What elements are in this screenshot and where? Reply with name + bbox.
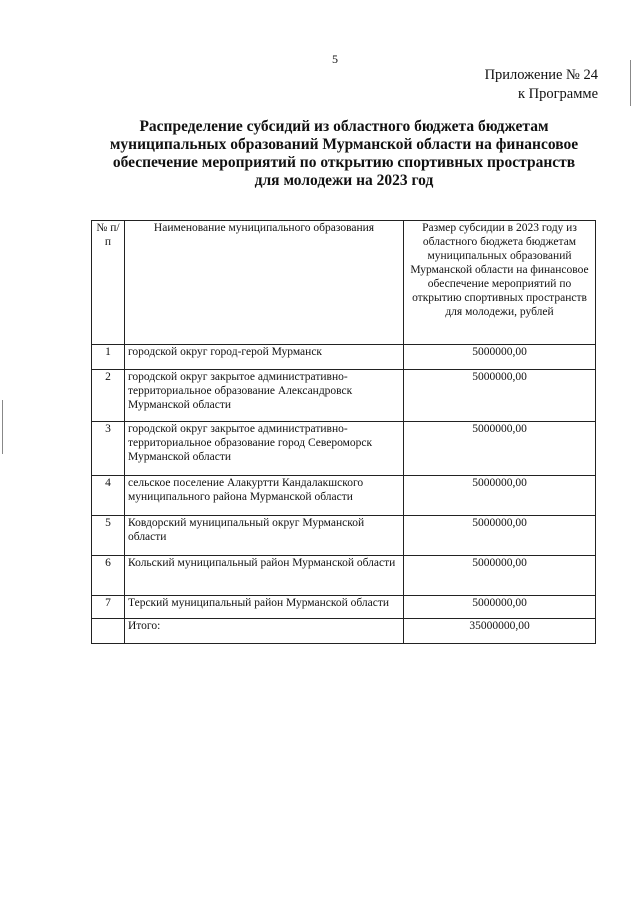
page-number: 5 [332,52,338,66]
row-number: 5 [92,516,125,556]
table-row [92,516,596,556]
scan-edge-mark [2,400,3,454]
row-number: 2 [92,370,125,422]
row-amount: 5000000,00 [404,370,596,422]
appendix-line-2: к Программе [517,86,598,102]
appendix-reference [485,66,598,104]
row-number: 6 [92,556,125,596]
row-amount: 5000000,00 [404,476,596,516]
document-title: Распределение субсидий из областного бюджета бюджетам муниципальных образований Мурманской области на финансовое обеспечение мероприятий по открытию спортивных пространств для молодежи на 2023 год [109,118,579,189]
table-row [92,345,596,370]
total-number-cell [92,619,125,644]
total-label: Итого: [125,619,404,644]
row-municipality: сельское поселение Алакуртти Кандалакшского муниципального района Мурманской области [125,476,404,516]
header-municipality: Наименование муниципального образования [125,221,404,345]
row-amount: 5000000,00 [404,516,596,556]
row-municipality: городской округ город-герой Мурманск [125,345,404,370]
row-number: 7 [92,596,125,619]
table-row [92,556,596,596]
appendix-line-1: Приложение № 24 [484,67,598,83]
row-amount: 5000000,00 [404,556,596,596]
row-amount: 5000000,00 [404,422,596,476]
row-amount: 5000000,00 [404,596,596,619]
header-subsidy-amount: Размер субсидии в 2023 году из областного бюджета бюджетам муниципальных образований Мурманской области на финансовое обеспечение мероприятий по открытию спортивных пространств для молодежи, рублей [404,221,596,345]
row-amount: 5000000,00 [404,345,596,370]
table-header-row [92,221,596,345]
row-municipality: Ковдорский муниципальный округ Мурманской области [125,516,404,556]
table-row [92,596,596,619]
table-total-row [92,619,596,644]
table-row [92,370,596,422]
row-municipality: городской округ закрытое административно-территориальное образование Александровск Мурманской области [125,370,404,422]
row-municipality: Кольский муниципальный район Мурманской области [125,556,404,596]
subsidy-table [91,220,596,644]
row-number: 1 [92,345,125,370]
row-number: 4 [92,476,125,516]
row-number: 3 [92,422,125,476]
row-municipality: городской округ закрытое административно-территориальное образование город Североморск Мурманской области [125,422,404,476]
table-row [92,476,596,516]
header-number: № п/п [92,221,125,345]
table-row [92,422,596,476]
total-amount: 35000000,00 [404,619,596,644]
row-municipality: Терский муниципальный район Мурманской области [125,596,404,619]
scan-edge-mark [630,60,631,106]
